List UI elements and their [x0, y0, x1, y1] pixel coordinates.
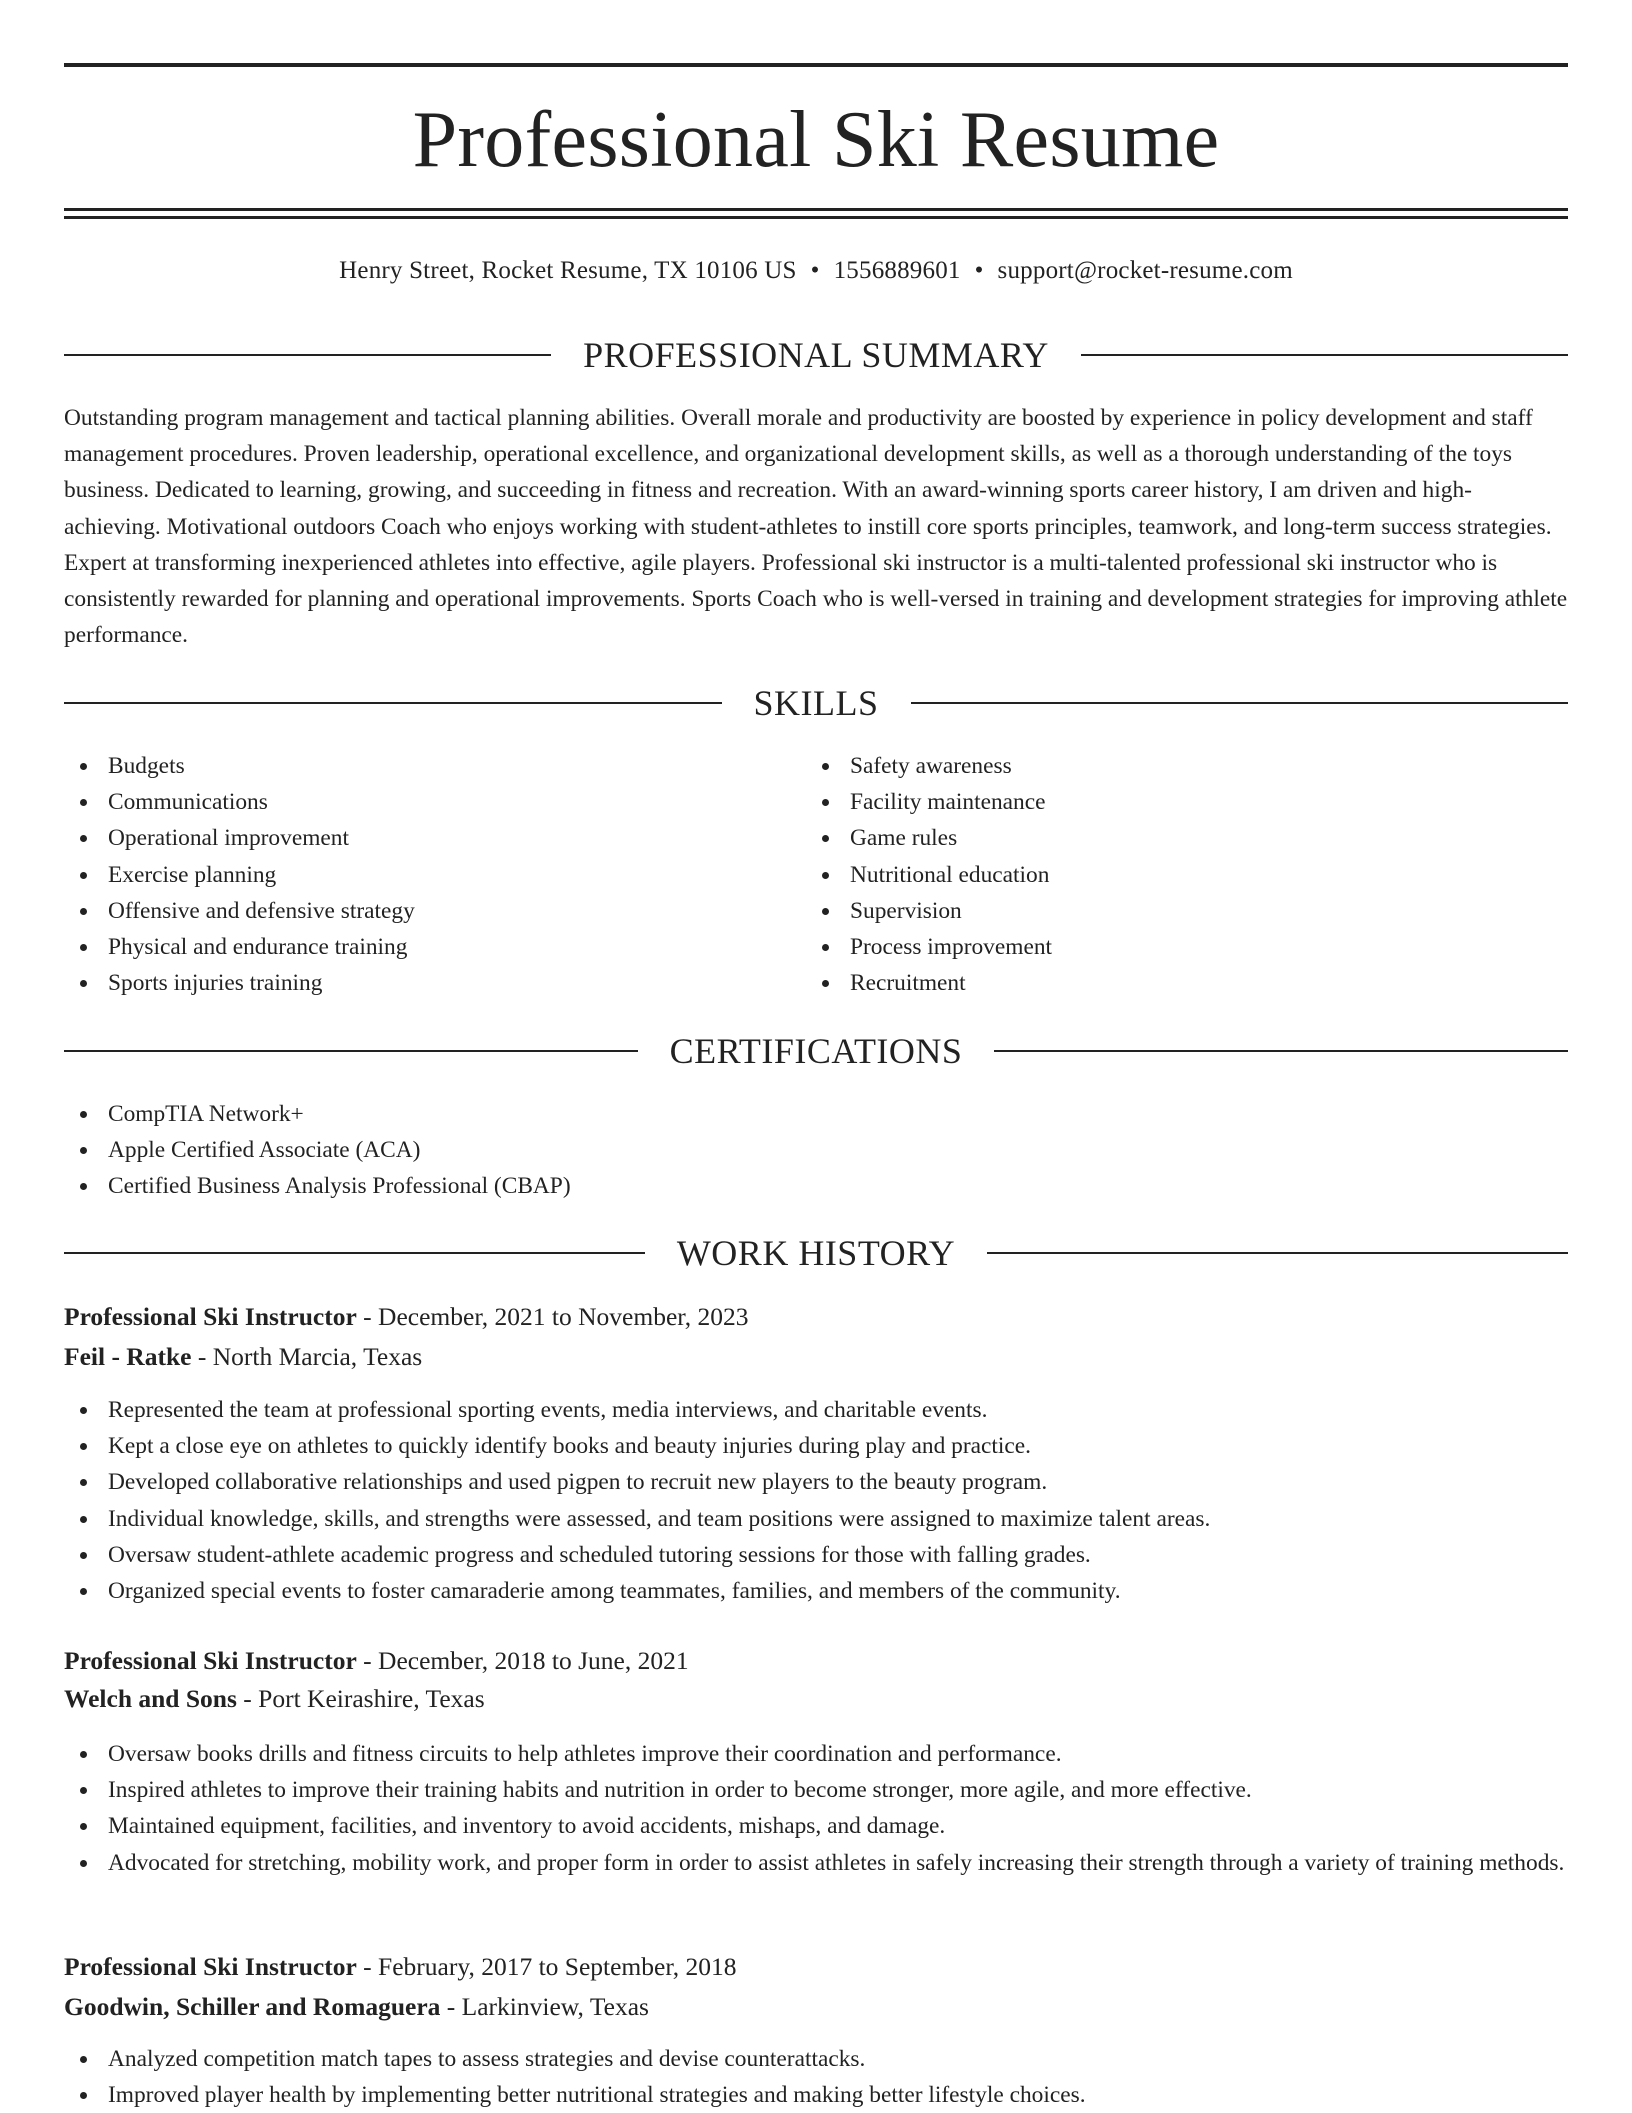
job-dates: December, 2021 to November, 2023: [378, 1302, 749, 1331]
skill-item: Budgets: [64, 748, 764, 784]
skill-item: Process improvement: [806, 929, 1506, 965]
skill-item: Exercise planning: [64, 857, 764, 893]
job-company: Welch and Sons: [64, 1684, 237, 1713]
heading-rule-left: [64, 354, 551, 356]
job-location: North Marcia, Texas: [212, 1342, 423, 1371]
skill-item: Physical and endurance training: [64, 929, 764, 965]
job-duty-item: Inspired athletes to improve their training habits and nutrition in order to become stronger, more agile, and more effective.: [64, 1772, 1568, 1808]
skill-item: Facility maintenance: [806, 784, 1506, 820]
work-history-heading: [64, 1229, 1568, 1277]
skill-item: Game rules: [806, 820, 1506, 856]
contact-separator: •: [974, 257, 984, 284]
job-duty-item: Maintained equipment, facilities, and inventory to avoid accidents, mishaps, and damage.: [64, 1808, 1568, 1844]
certification-item: Apple Certified Associate (ACA): [64, 1132, 1568, 1168]
skills-list-left: [64, 748, 764, 1001]
skill-item: Safety awareness: [806, 748, 1506, 784]
job-dates: February, 2017 to September, 2018: [378, 1952, 737, 1981]
certifications-list: [64, 1096, 1568, 1205]
certifications-heading-label: CERTIFICATIONS: [669, 1031, 963, 1071]
contact-separator: •: [810, 257, 820, 284]
job-location: Port Keirashire, Texas: [258, 1684, 485, 1713]
header-top-rule: [64, 63, 1568, 67]
job-duties-list: [64, 2041, 1568, 2113]
skill-item: Nutritional education: [806, 857, 1506, 893]
skill-item: Communications: [64, 784, 764, 820]
job-duty-item: Individual knowledge, skills, and strengths were assessed, and team positions were assigned to maximize talent areas.: [64, 1501, 1568, 1537]
skill-item: Sports injuries training: [64, 965, 764, 1001]
certifications-heading: [64, 1027, 1568, 1075]
job-title-line: Professional Ski Instructor - December, 2021 to November, 2023: [64, 1302, 749, 1331]
heading-rule-right: [994, 1050, 1568, 1052]
skill-item: Operational improvement: [64, 820, 764, 856]
heading-rule-right: [987, 1252, 1568, 1254]
heading-rule-left: [64, 702, 722, 704]
job-title: Professional Ski Instructor: [64, 1646, 357, 1675]
heading-rule-right: [911, 702, 1569, 704]
skills-heading-label: SKILLS: [753, 683, 879, 723]
contact-line: [64, 253, 1568, 289]
contact-address: Henry Street, Rocket Resume, TX 10106 US: [339, 257, 797, 284]
contact-phone: 1556889601: [833, 257, 961, 284]
summary-text: Outstanding program management and tactical planning abilities. Overall morale and productivity are boosted by experience in policy development and staff management procedures. Proven leadership, operational excellence, and organizational development skills, as well as a thorough understanding of the toys business. Dedicated to learning, growing, and succeeding in fitness and recreation. With an award-winning sports career history, I am driven and high-achieving. Motivational outdoors Coach who enjoys working with student-athletes to instill core sports principles, teamwork, and long-term success strategies. Expert at transforming inexperienced athletes into effective, agile players. Professional ski instructor is a multi-talented professional ski instructor who is consistently rewarded for planning and operational improvements. Sports Coach who is well-versed in training and development strategies for improving athlete performance.: [64, 405, 1568, 649]
skill-item: Recruitment: [806, 965, 1506, 1001]
summary-heading-label: PROFESSIONAL SUMMARY: [583, 335, 1049, 375]
job-dates: December, 2018 to June, 2021: [378, 1646, 689, 1675]
heading-rule-right: [1081, 354, 1568, 356]
header-bottom-rule-second: [64, 216, 1568, 219]
job-duties-list: [64, 1736, 1568, 1881]
header-bottom-rule: [64, 208, 1568, 211]
job-duty-item: Represented the team at professional sporting events, media interviews, and charitable events.: [64, 1392, 1568, 1428]
job-company-line: Goodwin, Schiller and Romaguera - Larkinview, Texas: [64, 1992, 649, 2021]
heading-rule-left: [64, 1252, 645, 1254]
resume-title: Professional Ski Resume: [412, 96, 1220, 184]
job-duty-item: Organized special events to foster camaraderie among teammates, families, and members of the community.: [64, 1573, 1568, 1609]
job-company-line: Welch and Sons - Port Keirashire, Texas: [64, 1684, 485, 1713]
job-duty-item: Developed collaborative relationships and used pigpen to recruit new players to the beauty program.: [64, 1464, 1568, 1500]
job-duty-item: Oversaw student-athlete academic progress and scheduled tutoring sessions for those with falling grades.: [64, 1537, 1568, 1573]
certification-item: CompTIA Network+: [64, 1096, 1568, 1132]
job-company-line: Feil - Ratke - North Marcia, Texas: [64, 1342, 423, 1371]
job-duty-item: Analyzed competition match tapes to assess strategies and devise counterattacks.: [64, 2041, 1568, 2077]
job-company: Goodwin, Schiller and Romaguera: [64, 1992, 441, 2021]
contact-email[interactable]: support@rocket-resume.com: [997, 257, 1293, 284]
skill-item: Supervision: [806, 893, 1506, 929]
job-title: Professional Ski Instructor: [64, 1302, 357, 1331]
job-duty-item: Advocated for stretching, mobility work, and proper form in order to assist athletes in safely increasing their strength through a variety of training methods.: [64, 1845, 1568, 1881]
job-title-line: Professional Ski Instructor - December, 2018 to June, 2021: [64, 1646, 689, 1675]
certification-item: Certified Business Analysis Professional (CBAP): [64, 1168, 1568, 1204]
job-location: Larkinview, Texas: [461, 1992, 649, 2021]
skills-heading: [64, 679, 1568, 727]
skill-item: Offensive and defensive strategy: [64, 893, 764, 929]
job-duty-item: Kept a close eye on athletes to quickly identify books and beauty injuries during play and practice.: [64, 1428, 1568, 1464]
job-duty-item: Improved player health by implementing better nutritional strategies and making better lifestyle choices.: [64, 2077, 1568, 2113]
job-company: Feil - Ratke: [64, 1342, 192, 1371]
skills-list-right: [806, 748, 1506, 1001]
summary-heading: [64, 331, 1568, 379]
job-title-line: Professional Ski Instructor - February, 2017 to September, 2018: [64, 1952, 737, 1981]
job-duty-item: Oversaw books drills and fitness circuits to help athletes improve their coordination and performance.: [64, 1736, 1568, 1772]
job-title: Professional Ski Instructor: [64, 1952, 357, 1981]
heading-rule-left: [64, 1050, 638, 1052]
job-duties-list: [64, 1392, 1568, 1609]
work-history-heading-label: WORK HISTORY: [676, 1233, 956, 1273]
